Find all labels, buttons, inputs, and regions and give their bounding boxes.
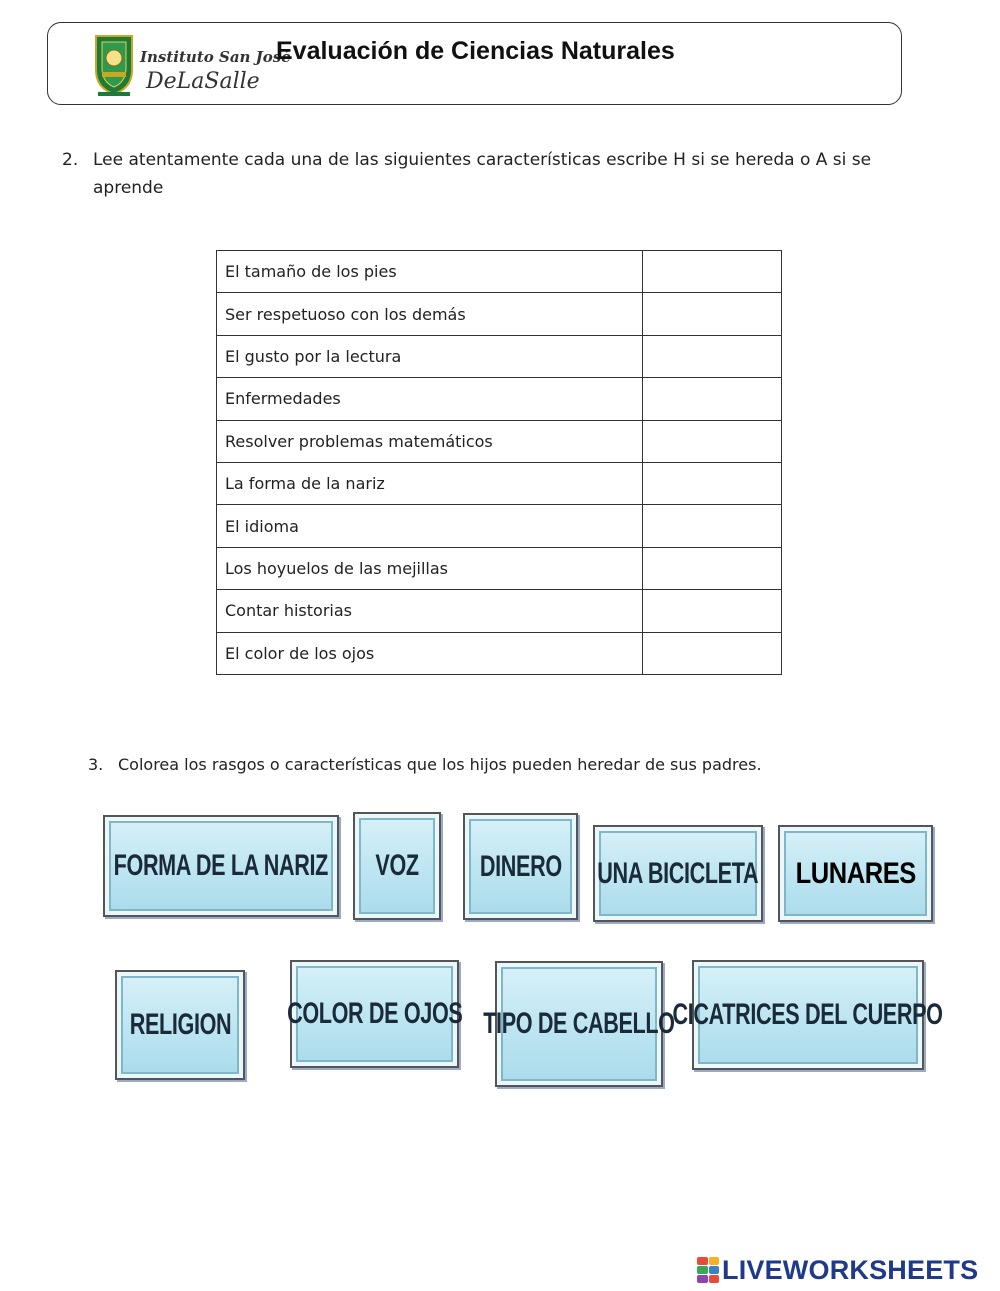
question-number: 2.	[62, 150, 79, 170]
school-logo	[88, 32, 291, 98]
trait-label: Resolver problemas matemáticos	[217, 420, 643, 462]
trait-card-label: UNA BICICLETA	[597, 856, 759, 890]
trait-card[interactable]	[593, 825, 763, 922]
question-number: 3.	[88, 755, 104, 774]
trait-card[interactable]	[778, 825, 933, 922]
answer-cell[interactable]	[643, 293, 782, 335]
table-row	[217, 547, 782, 589]
svg-text:Instituto San José: Instituto San José	[140, 48, 291, 66]
table-row	[217, 632, 782, 674]
trait-label: El tamaño de los pies	[217, 251, 643, 293]
liveworksheets-brand[interactable]	[697, 1254, 978, 1286]
trait-label: Enfermedades	[217, 378, 643, 420]
trait-card-label: VOZ	[375, 849, 419, 882]
trait-label: Contar historias	[217, 590, 643, 632]
table-row	[217, 505, 782, 547]
trait-card-label: CICATRICES DEL CUERPO	[672, 998, 944, 1031]
answer-cell[interactable]	[643, 590, 782, 632]
trait-card-label: COLOR DE OJOS	[286, 997, 463, 1030]
question-text: Colorea los rasgos o características que los hijos pueden heredar de sus padres.	[118, 755, 762, 774]
page-title: Evaluación de Ciencias Naturales	[276, 37, 675, 65]
answer-cell[interactable]	[643, 420, 782, 462]
trait-card[interactable]	[286, 960, 463, 1068]
table-row	[217, 335, 782, 377]
table-row	[217, 293, 782, 335]
answer-cell[interactable]	[643, 251, 782, 293]
trait-card[interactable]	[115, 970, 245, 1080]
answer-cell[interactable]	[643, 335, 782, 377]
table-row	[217, 251, 782, 293]
trait-label: El idioma	[217, 505, 643, 547]
question-text: Lee atentamente cada una de las siguientes características escribe H si se hereda o A si se aprende	[93, 150, 872, 198]
trait-card-label: TIPO DE CABELLO	[483, 1007, 675, 1040]
trait-label: El color de los ojos	[217, 632, 643, 674]
table-row	[217, 420, 782, 462]
svg-text:DeLaSalle: DeLaSalle	[146, 69, 260, 94]
trait-label: Los hoyuelos de las mejillas	[217, 547, 643, 589]
brand-text: LIVEWORKSHEETS	[722, 1254, 979, 1285]
answer-cell[interactable]	[643, 378, 782, 420]
table-row	[217, 378, 782, 420]
table-row	[217, 590, 782, 632]
trait-card[interactable]	[483, 961, 675, 1087]
header-box	[47, 22, 902, 105]
answer-cell[interactable]	[643, 632, 782, 674]
trait-card-label: RELIGION	[129, 1008, 231, 1041]
answer-cell[interactable]	[643, 547, 782, 589]
table-row	[217, 462, 782, 504]
trait-card[interactable]	[353, 812, 441, 920]
trait-label: El gusto por la lectura	[217, 335, 643, 377]
trait-card-label: FORMA DE LA NARIZ	[113, 849, 329, 882]
traits-table	[216, 250, 782, 675]
trait-card[interactable]	[103, 815, 339, 917]
trait-label: Ser respetuoso con los demás	[217, 293, 643, 335]
trait-card[interactable]	[672, 960, 944, 1070]
trait-card-label: LUNARES	[795, 856, 916, 890]
trait-label: La forma de la nariz	[217, 462, 643, 504]
liveworksheets-icon	[697, 1257, 719, 1283]
answer-cell[interactable]	[643, 505, 782, 547]
trait-card-label: DINERO	[479, 849, 562, 883]
trait-card[interactable]	[463, 813, 578, 920]
answer-cell[interactable]	[643, 462, 782, 504]
